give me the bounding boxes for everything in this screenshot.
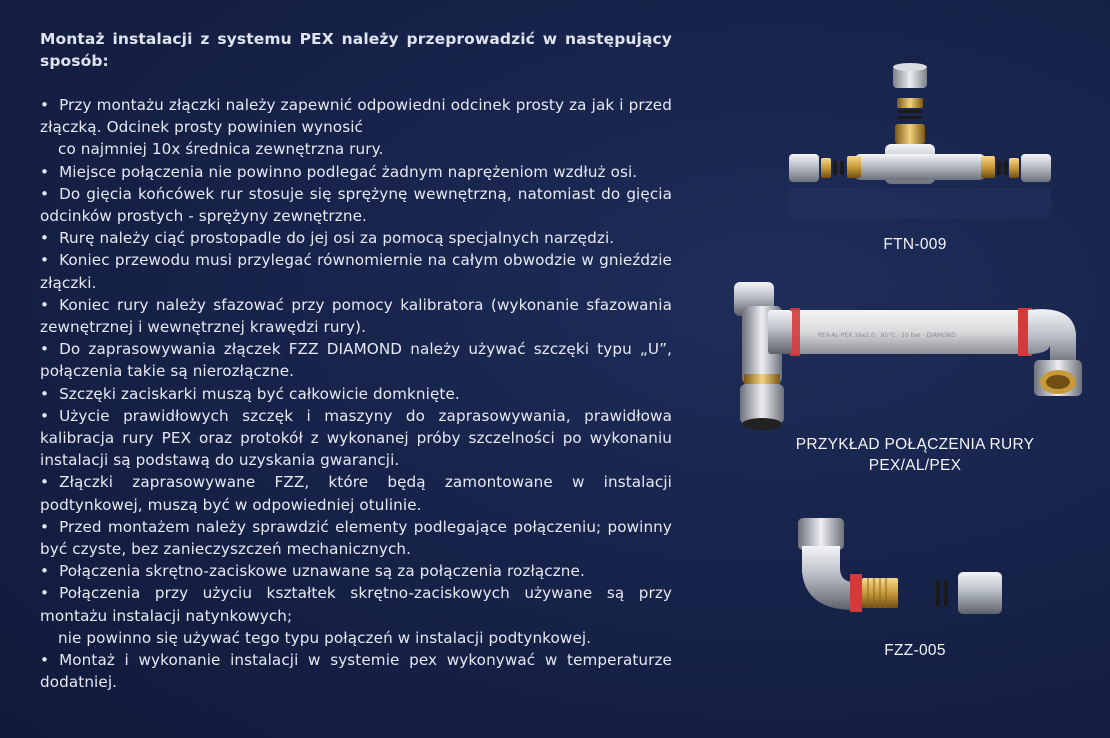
instructions-column <box>40 28 672 693</box>
bullet-11: • Przed montażem należy sprawdzić elementy podlegające połączeniu; powinny być czyste, bez zanieczyszczeń mechanicznych. <box>40 516 672 560</box>
indent-1: co najmniej 10x średnica zewnętrzna rury. <box>58 140 384 159</box>
bullet-13: • Połączenia przy użyciu kształtek skrętno-zaciskowych używane są przy montażu instalacji natynkowych; <box>40 582 672 626</box>
bullet-1: • Przy montażu złączki należy zapewnić odpowiedni odcinek prosty za jak i przed złączką. Odcinek prosty powinien wynosić <box>40 94 672 138</box>
bullet-9: • Użycie prawidłowych szczęk i maszyny do zaprasowywania, prawidłowa kalibracja rury PEX oraz protokół z wykonanej próby szczelności po wykonaniu instalacji są podstawą do uzyskania gwarancji. <box>40 405 672 472</box>
pipe-connection-caption <box>770 434 1060 476</box>
indent-2: nie powinno się używać tego typu połączeń w instalacji podtynkowej. <box>58 628 592 647</box>
bullet-6: • Koniec rury należy sfazować przy pomocy kalibratora (wykonanie sfazowania zewnętrznej i wewnętrznej krawędzi rury). <box>40 294 672 338</box>
ftn-009-fitting-image <box>785 58 1055 238</box>
bullet-14: • Montaż i wykonanie instalacji w systemie pex wykonywać w temperaturze dodatniej. <box>40 649 672 693</box>
heading: Montaż instalacji z systemu PEX należy przeprowadzić w następujący sposób: <box>40 30 672 70</box>
bullet-5: • Koniec przewodu musi przylegać równomiernie na całym obwodzie w gnieździe złączki. <box>40 249 672 293</box>
fzz-005-caption: FZZ-005 <box>884 642 946 659</box>
pipe-print-text: PEX-AL-PEX 16x2,0 · 95°C · 10 bar · DIAMOND <box>818 332 956 339</box>
bullet-10: • Złączki zaprasowywane FZZ, które będą zamontowane w instalacji podtynkowej, muszą być w odpowiedniej otulinie. <box>40 471 672 515</box>
bullet-7: • Do zaprasowywania złączek FZZ DIAMOND należy używać szczęki typu „U”, połączenia takie są nierozłączne. <box>40 338 672 382</box>
bullet-4: • Rurę należy ciąć prostopadle do jej osi za pomocą specjalnych narzędzi. <box>40 227 672 249</box>
bullet-2: • Miejsce połączenia nie powinno podlegać żadnym naprężeniom wzdłuż osi. <box>40 161 672 183</box>
bullet-12: • Połączenia skrętno-zaciskowe uznawane są za połączenia rozłączne. <box>40 560 672 582</box>
pipe-caption-line1: PRZYKŁAD POŁĄCZENIA RURY <box>795 436 1035 453</box>
bullet-3: • Do gięcia końcówek rur stosuje się sprężynę wewnętrzną, natomiast do gięcia odcinków prostych - sprężyny zewnętrzne. <box>40 183 672 227</box>
ftn-009-caption: FTN-009 <box>883 236 947 253</box>
pipe-connection-image <box>728 270 1088 440</box>
pipe-caption-line2: PEX/AL/PEX <box>868 457 962 474</box>
fzz-005-fitting-image <box>790 512 1010 630</box>
bullet-8: • Szczęki zaciskarki muszą być całkowicie domknięte. <box>40 383 672 405</box>
